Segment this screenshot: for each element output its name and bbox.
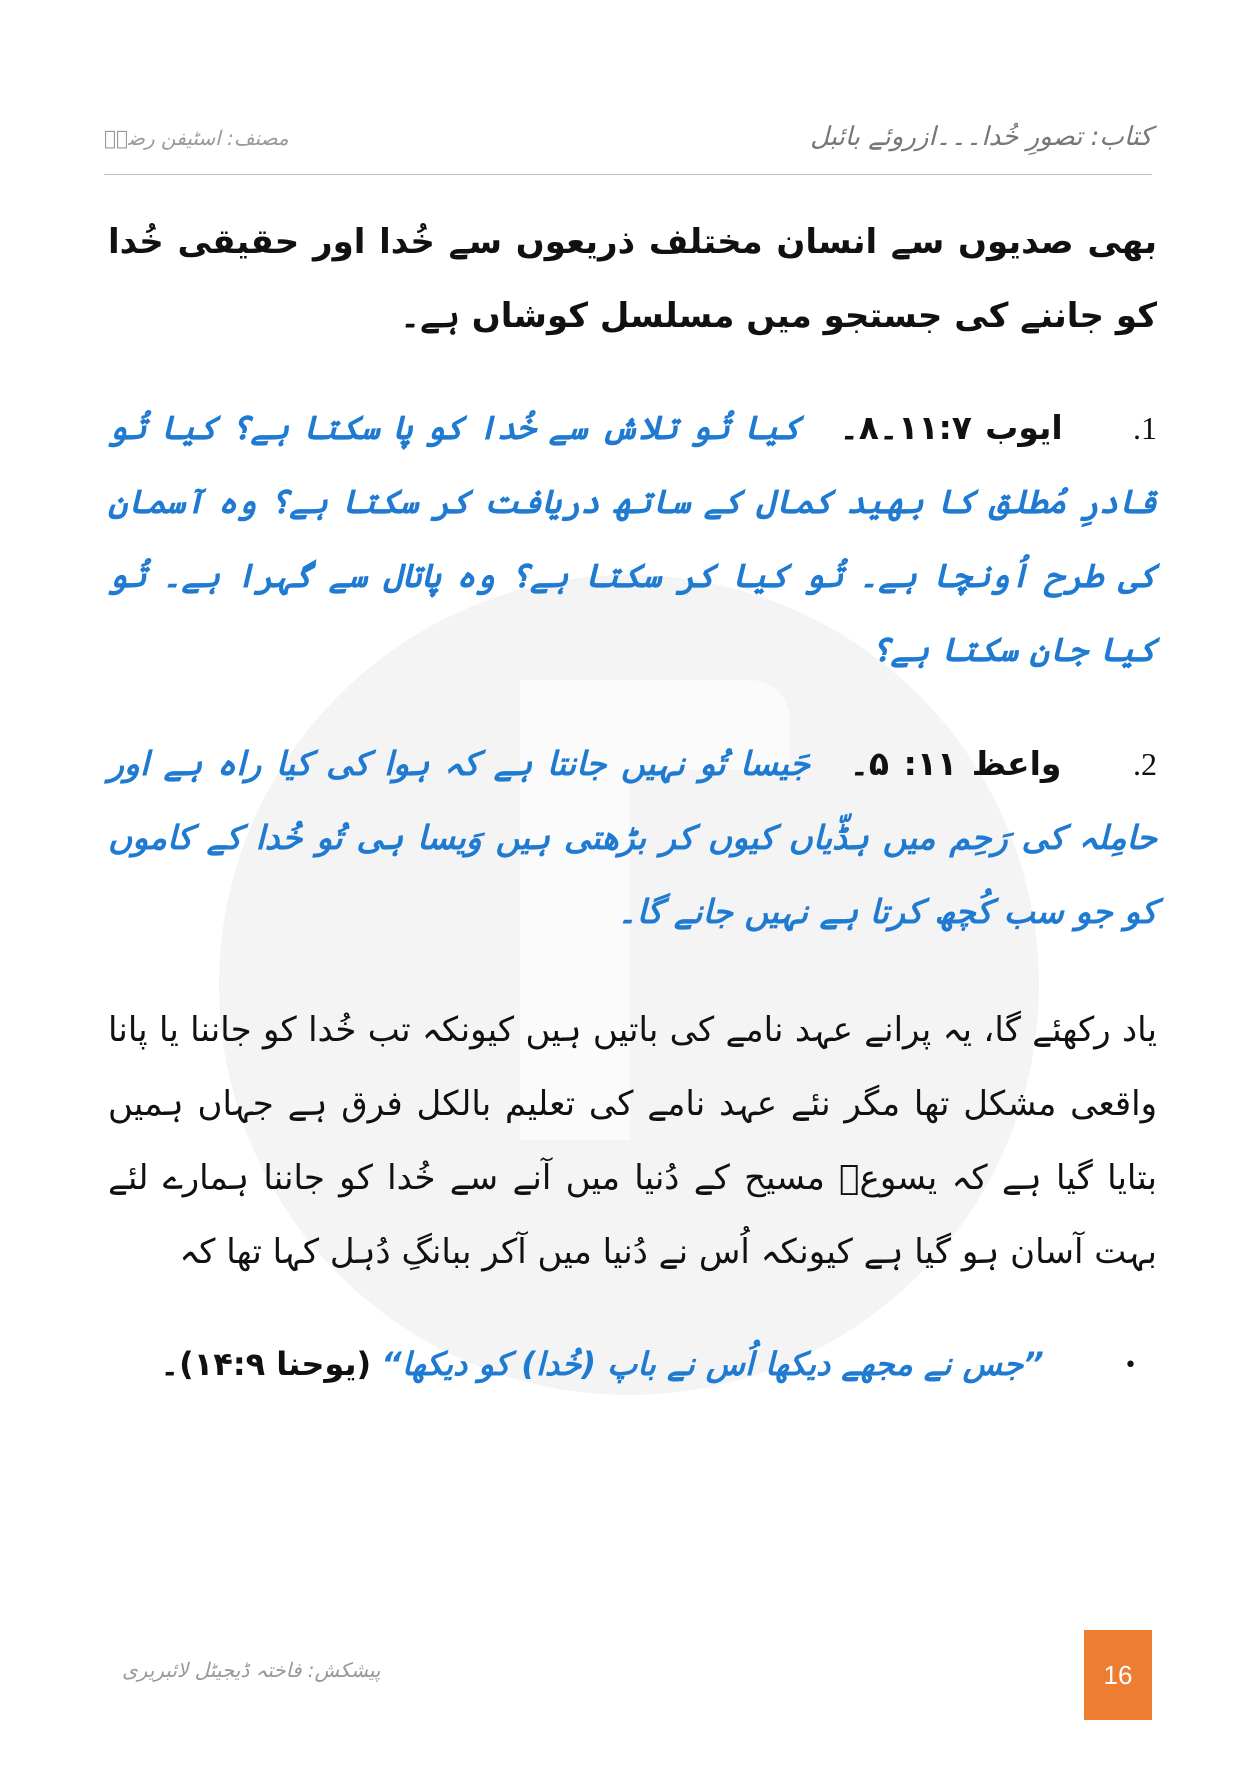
- list-number: 1.: [1132, 410, 1157, 446]
- book-title: کتاب: تصورِ خُدا۔۔۔ازروئے بائبل: [810, 122, 1152, 152]
- scripture-text: جَیسا تُو نہیں جانتا ہے کہ ہوا کی کیا راہ ہے اور حامِلہ کی رَحِم میں ہڈّیاں کیوں کر بڑھتی ہیں وَیسا ہی تُو خُدا کے کاموں کو جو سب کُچھ کرتا ہے نہیں جانے گا۔: [108, 744, 1157, 931]
- intro-paragraph: بھی صدیوں سے انسان مختلف ذریعوں سے خُدا اور حقیقی خُدا کو جاننے کی جستجو میں مسلسل کوشاں ہے۔: [108, 222, 1157, 336]
- footer-presenter: پیشکش: فاختہ ڈیجیٹل لائبریری: [122, 1658, 381, 1682]
- list-item: [108, 391, 1157, 687]
- quote-text: ”جس نے مجھے دیکھا اُس نے باپ (خُدا) کو دیکھا“: [381, 1345, 1044, 1383]
- page-content: [108, 205, 1157, 1401]
- scripture-reference: ایوب ۱۱:۷۔۸۔: [839, 408, 1063, 447]
- page-number: 16: [1084, 1630, 1152, 1720]
- list-number: 2.: [1133, 746, 1157, 782]
- bullet-quote: [108, 1329, 1157, 1401]
- closing-paragraph: یاد رکھئے گا، یہ پرانے عہد نامے کی باتیں ہیں کیونکہ تب خُدا کو جاننا یا پانا واقعی مشکل تھا مگر نئے عہد نامے کی تعلیم بالکل فرق ہے جہاں ہمیں بتایا گیا ہے کہ یسوعؔ مسیح کے دُنیا میں آنے سے خُدا کو جاننا ہمارے لئے بہت آسان ہو گیا ہے کیونکہ اُس نے دُنیا میں آکر ببانگِ دُہل کہا تھا کہ: [108, 1010, 1157, 1272]
- quote-citation: (یوحنا ۱۴:۹)۔: [160, 1345, 372, 1383]
- page-header: [104, 118, 1152, 175]
- scripture-reference: واعظ ۱۱: ۵۔: [849, 744, 1062, 783]
- list-item: [108, 727, 1157, 949]
- bullet-icon: •: [1124, 1353, 1137, 1378]
- scripture-text: کیا تُو تلاش سے خُدا کو پا سکتا ہے؟ کیا تُو قادرِ مُطلق کا بھید کمال کے ساتھ دریافت کر سکتا ہے؟ وہ آسمان کی طرح اُونچا ہے۔ تُو کیا کر سکتا ہے؟ وہ پاتال سے گہرا ہے۔ تُو کیا جان سکتا ہے؟: [108, 408, 1157, 669]
- author-name: مصنف: اسٹیفن رضاؔ: [104, 126, 289, 150]
